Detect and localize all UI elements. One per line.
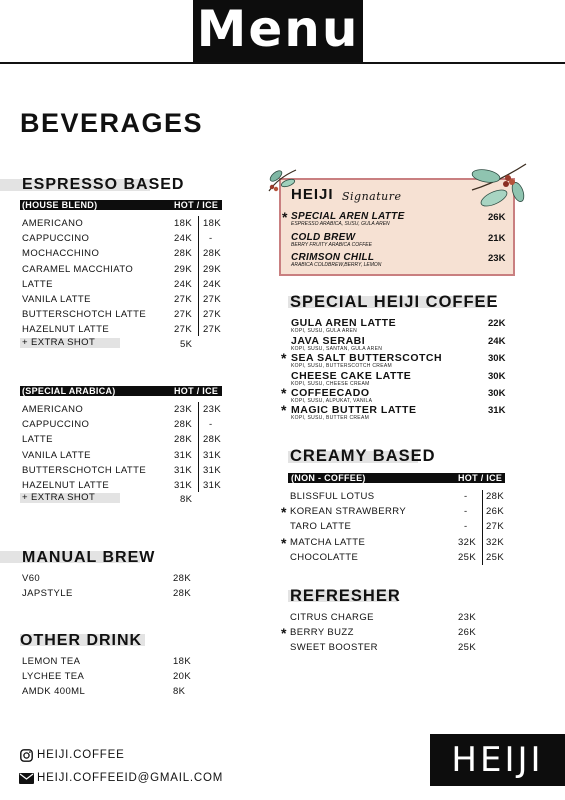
special-arabica-header [20, 386, 222, 396]
item-description: BERRY FRUITY ARABICA COFFEE [291, 242, 372, 248]
ice-price: 28K [203, 248, 222, 260]
item-name: CAPPUCCINO [22, 233, 90, 245]
item-name: VANILA LATTE [22, 449, 91, 461]
house-blend-label: (HOUSE BLEND) [22, 200, 98, 210]
star-icon: * [281, 402, 287, 418]
hot-ice-label: HOT / ICE [174, 386, 219, 396]
star-icon: * [282, 209, 288, 225]
item-name: BLISSFUL LOTUS [290, 491, 375, 502]
menu-row [22, 233, 232, 245]
item-price: 8K [173, 686, 186, 698]
item-price: 31K [488, 405, 506, 416]
menu-row [22, 573, 202, 585]
ice-price: 32K [486, 536, 505, 548]
item-price: 22K [488, 318, 506, 329]
ice-price: 23K [203, 404, 222, 415]
item-description: KOPI, SUSU, BUTTER CREAM [291, 415, 370, 421]
hot-price: - [464, 521, 468, 533]
item-name: CHEESE CAKE LATTE [291, 370, 412, 382]
item-price: 20K [173, 671, 192, 683]
item-price: 25K [458, 642, 477, 654]
item-price: 24K [488, 336, 506, 347]
hot-price: 24K [174, 233, 193, 245]
menu-row [22, 465, 232, 477]
menu-row [22, 279, 232, 291]
item-name: SEA SALT BUTTERSCOTCH [291, 352, 443, 364]
menu-row [22, 218, 232, 230]
menu-row [22, 434, 232, 446]
item-price: 23K [488, 253, 506, 264]
menu-row [290, 627, 490, 639]
item-description: KOPI, SUSU, CHEESE CREAM [291, 381, 370, 387]
menu-row [290, 506, 510, 518]
page-title: BEVERAGES [20, 108, 204, 138]
other-drink-title: OTHER DRINK [20, 632, 143, 649]
item-name: HAZELNUT LATTE [22, 480, 110, 491]
item-description: ARABICA COLDBREW,BERRY, LEMON [291, 262, 382, 268]
star-icon: * [281, 625, 287, 642]
hot-price: 28K [174, 248, 193, 260]
hot-price: 23K [174, 404, 193, 415]
house-blend-header [20, 200, 222, 210]
item-name: AMDK 400ML [22, 686, 86, 698]
refresher-title: REFRESHER [290, 587, 401, 605]
hot-price: 31K [174, 464, 193, 476]
item-price: 28K [173, 573, 192, 584]
item-name: LATTE [22, 434, 53, 446]
menu-row [290, 552, 510, 564]
signature-brand: HEIJI [291, 186, 334, 203]
extra-shot-row [20, 493, 120, 503]
item-price: 30K [488, 353, 506, 364]
item-name: AMERICANO [22, 404, 84, 415]
item-name: COFFEECADO [291, 387, 370, 399]
espresso-section-title: ESPRESSO BASED [22, 176, 185, 193]
email-icon [19, 773, 34, 784]
star-icon: * [281, 534, 287, 551]
item-name: AMERICANO [22, 218, 84, 229]
menu-row [290, 642, 490, 654]
item-name: HAZELNUT LATTE [22, 324, 110, 336]
item-price: 28K [173, 588, 192, 600]
item-price: 30K [488, 388, 506, 399]
item-price: 30K [488, 371, 506, 382]
manual-brew-title: MANUAL BREW [22, 549, 156, 566]
hot-ice-label: HOT / ICE [458, 473, 503, 483]
special-arabica-label: (SPECIAL ARABICA) [22, 386, 116, 396]
extra-shot-label: + EXTRA SHOT [22, 337, 96, 348]
special-heiji-title: SPECIAL HEIJI COFFEE [290, 293, 499, 311]
ice-price: 26K [486, 506, 505, 518]
item-name: BUTTERSCHOTCH LATTE [22, 464, 147, 476]
hot-price: 28K [174, 434, 193, 446]
item-name: CAPPUCCINO [22, 419, 90, 431]
item-price: 21K [488, 233, 506, 244]
ice-price: 27K [203, 309, 222, 321]
signature-script: Signature [342, 190, 402, 203]
ice-price: 31K [203, 464, 222, 476]
ice-price: 31K [203, 449, 222, 461]
coffee-branch-icon [468, 160, 530, 214]
menu-row [22, 264, 232, 276]
hot-price: 31K [174, 480, 193, 491]
hot-price: 24K [174, 278, 193, 290]
extra-shot-price: 8K [180, 494, 193, 505]
hot-price: 27K [174, 309, 193, 321]
item-name: VANILA LATTE [22, 294, 91, 305]
hot-price: 27K [174, 324, 193, 336]
instagram-handle[interactable]: HEIJI.COFFEE [37, 749, 125, 761]
item-name: COLD BREW [291, 232, 356, 243]
menu-row [22, 309, 232, 321]
menu-row [22, 248, 232, 260]
ice-price: 25K [486, 551, 505, 563]
item-name: TARO LATTE [290, 521, 352, 533]
item-name: KOREAN STRAWBERRY [290, 506, 407, 518]
item-name: LEMON TEA [22, 656, 81, 667]
menu-row [22, 686, 202, 698]
item-name: JAVA SERABI [291, 335, 366, 347]
extra-shot-price: 5K [180, 339, 193, 350]
item-name: BUTTERSCHOTCH LATTE [22, 309, 147, 321]
hot-price: 25K [458, 551, 477, 563]
menu-row [22, 419, 232, 431]
heiji-logo: HEIJI [430, 734, 565, 786]
item-name: MATCHA LATTE [290, 536, 366, 548]
item-name: BERRY BUZZ [290, 627, 354, 639]
hot-ice-label: HOT / ICE [174, 200, 219, 210]
ice-price: 27K [486, 521, 505, 533]
hot-price: 27K [174, 294, 193, 305]
ice-price: 28K [203, 434, 222, 446]
star-icon: * [281, 350, 287, 366]
ice-price: 31K [203, 480, 222, 491]
item-name: CITRUS CHARGE [290, 612, 374, 623]
menu-row [22, 671, 202, 683]
item-name: CARAMEL MACCHIATO [22, 263, 134, 275]
item-name: GULA AREN LATTE [291, 317, 397, 329]
creamy-section-title: CREAMY BASED [290, 447, 436, 465]
ice-price: 29K [203, 263, 222, 275]
item-description: KOPI, SUSU, SANTAN, GULA AREN [291, 346, 383, 352]
hot-price: 29K [174, 263, 193, 275]
ice-price: 18K [203, 218, 222, 229]
hot-price: - [464, 506, 468, 518]
item-name: CHOCOLATTE [290, 551, 359, 563]
item-description: KOPI, SUSU, ALPUKAT, VANILA [291, 398, 373, 404]
menu-header: Menu [193, 0, 363, 63]
item-description: KOPI, SUSU, BUTTERSCOTCH CREAM [291, 363, 392, 369]
hot-price: 31K [174, 449, 193, 461]
item-name: MOCHACCHINO [22, 248, 100, 260]
item-price: 18K [173, 656, 192, 667]
item-name: V60 [22, 573, 41, 584]
ice-price: 27K [203, 294, 222, 305]
menu-row [22, 588, 202, 600]
menu-row [22, 294, 232, 306]
item-name: JAPSTYLE [22, 588, 73, 600]
hot-price: 32K [458, 536, 477, 548]
email-address[interactable]: HEIJI.COFFEEID@GMAIL.COM [37, 772, 224, 784]
extra-shot-label: + EXTRA SHOT [22, 492, 96, 503]
menu-row [290, 521, 510, 533]
menu-row [22, 656, 202, 668]
menu-row [290, 491, 510, 503]
item-name: LATTE [22, 278, 53, 290]
menu-row [290, 537, 510, 549]
header-divider [0, 62, 565, 64]
menu-row [22, 404, 232, 416]
item-name: SWEET BOOSTER [290, 642, 378, 654]
item-description: KOPI, SUSU, GULA AREN [291, 328, 358, 334]
hot-price: 18K [174, 218, 193, 229]
star-icon: * [281, 385, 287, 401]
non-coffee-label: (NON - COFFEE) [291, 473, 366, 483]
star-icon: * [281, 504, 287, 521]
menu-row [22, 450, 232, 462]
instagram-icon [20, 749, 33, 762]
item-name: SPECIAL AREN LATTE [291, 211, 405, 222]
item-price: 26K [488, 212, 506, 223]
item-price: 23K [458, 612, 477, 623]
ice-price: 24K [203, 278, 222, 290]
menu-row [22, 480, 232, 492]
menu-row [22, 324, 232, 336]
item-name: LYCHEE TEA [22, 671, 85, 683]
extra-shot-row [20, 338, 120, 348]
ice-price: 27K [203, 324, 222, 336]
item-description: ESPRESSO ARABICA, SUSU, GULA AREN [291, 221, 390, 227]
hot-price: 28K [174, 419, 193, 431]
ice-price: - [209, 233, 213, 245]
menu-row [290, 612, 490, 624]
item-name: CRIMSON CHILL [291, 252, 375, 263]
ice-price: - [209, 419, 213, 431]
item-price: 26K [458, 627, 477, 639]
ice-price: 28K [486, 491, 505, 502]
item-name: MAGIC BUTTER LATTE [291, 404, 417, 416]
non-coffee-header [288, 473, 505, 483]
hot-price: - [464, 491, 468, 502]
